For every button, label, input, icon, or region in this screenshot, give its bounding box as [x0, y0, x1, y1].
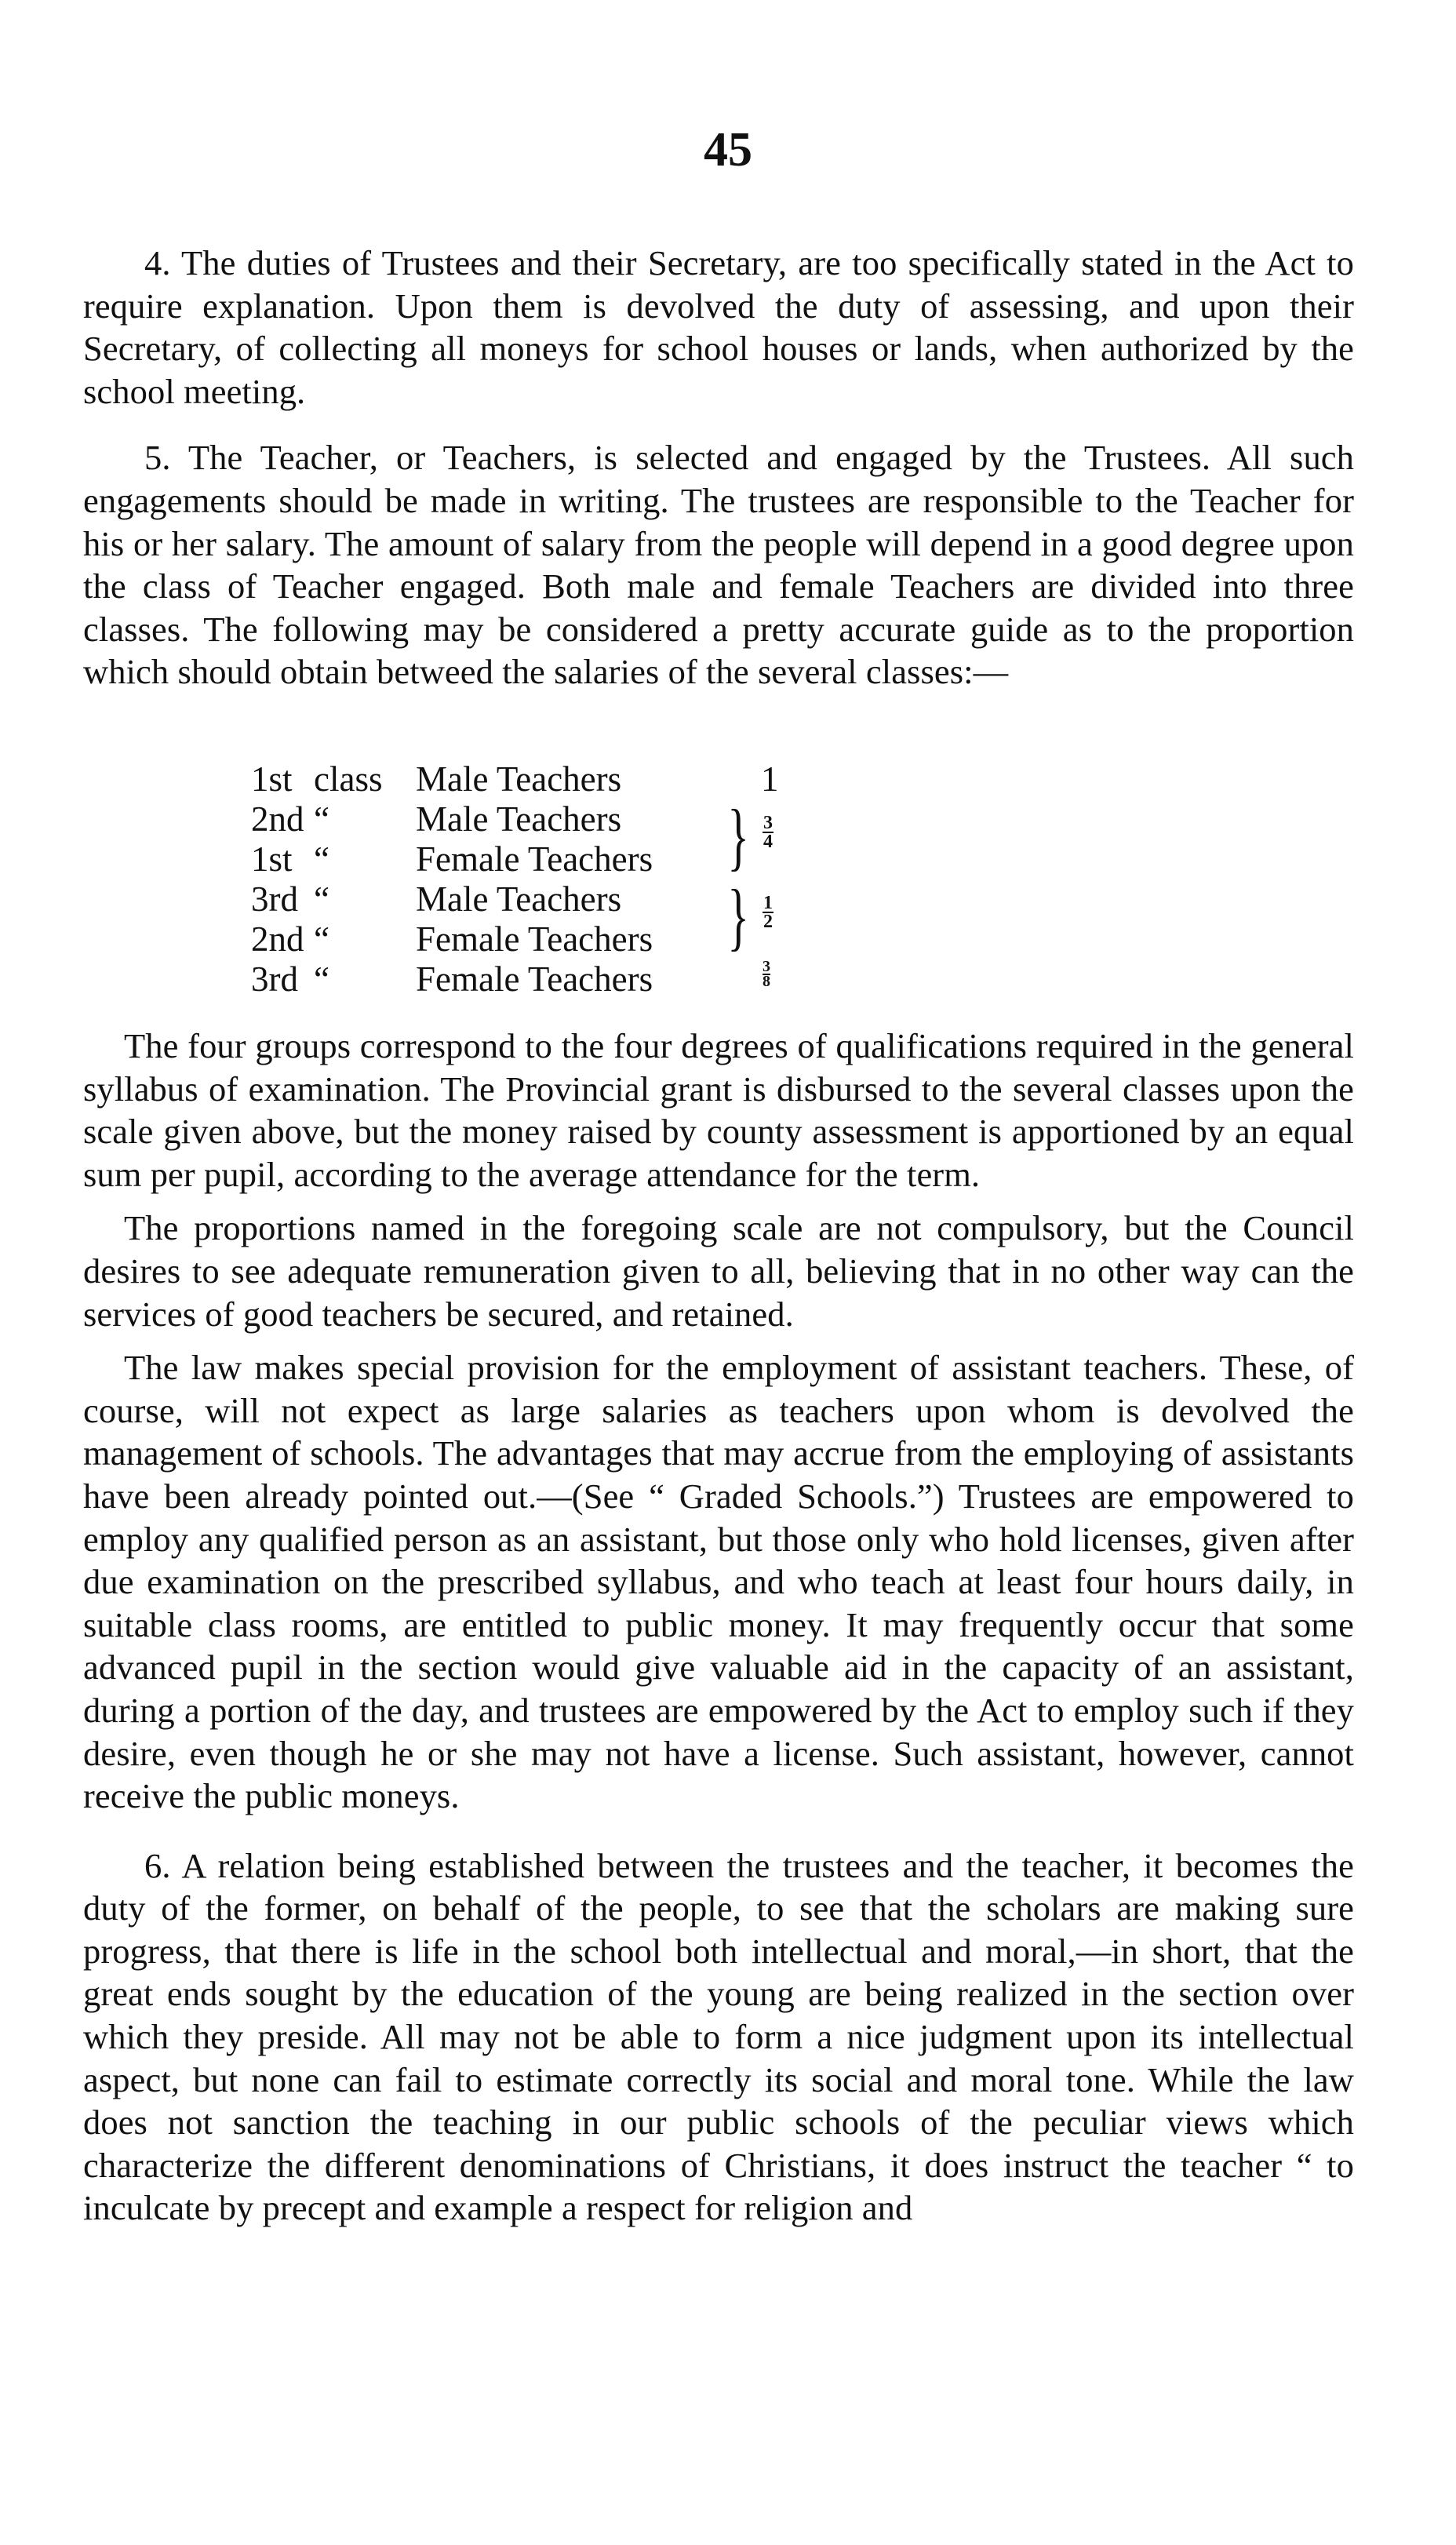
bottom-text-block: [83, 1025, 1354, 2230]
page-number: 45: [704, 123, 752, 177]
scale-fraction: 1 2: [763, 893, 773, 932]
scale-value: 1: [761, 759, 779, 799]
paragraph-5: 5. The Teacher, or Teachers, is selected and engaged by the Trustees. All such engagements should be made in writing. The trustees are responsible to the Teacher for his or her salary. The amount of salary from the people will depend in a good degree upon the class of Teacher engaged. Both male and female Teachers are divided into three classes. The following may be considered a pretty accurate guide as to the proportion which should obtain betweed the salaries of the several classes:—: [83, 438, 1354, 692]
paragraph-proportions: The proportions named in the foregoing scale are not compulsory, but the Council desires to see adequate remuneration given to all, believing that in no other way can the services of good teachers be secured, and retained.: [83, 1208, 1354, 1334]
scale-fraction: 3 8: [763, 958, 770, 990]
brace-mark: }: [727, 794, 749, 878]
paragraph-groups: The four groups correspond to the four degrees of qualifications required in the general syllabus of examination. The Provincial grant is disbursed to the several classes upon the scale given above, but the money raised by county assessment is apportioned by an equal sum per pupil, according to the average attendance for the term.: [83, 1026, 1354, 1194]
top-text-block: [83, 242, 1354, 694]
document-page: 45 4. The duties of Trustees and their Secretary, are too specifically stated in the Act to require explanation. Upon them is devolved the duty of assessing, and upon their Secretary, of collecting all moneys for school houses or lands, when authorized by the school meeting. 5. The Teacher, or Teachers, is selected and engaged by the Trustees. All such engagements should be made in writing. The trustees are responsible to the Teacher for his or her salary. The amount of salary from the people will depend in a good degree upon the class of Teacher engaged. Both male and female Teachers are divided into three classes. The following may be considered a pretty accurate guide as to the proportion which should obtain betweed the salaries of the several classes:— 1st class Male Teachers 1 2nd “ Male Teachers 1st “ Female Teachers 3rd “ Male Teachers 2nd “ Female Teachers 3rd “ Female Teachers } 3 4 } 1 2 3 8 The four groups correspond to the four degrees of qualifications required in the general syllabus of examination. The Provincial grant is disbursed to the several classes upon the scale given above, but the money raised by county assessment is apportioned by an equal sum per pupil, according to the average attendance for the term. The proportions named in the foregoing scale are not compulsory, but the Council desires to see adequate remuneration given to all, believing that in no other way can the services of good teachers be secured, and retained. The law makes special provision for the employment of assistant teachers. These, of course, will not expect as large salaries as teachers upon whom is devolved the management of schools. The advantages that may accrue from the employing of assistants have been already pointed out.—(See “ Graded Schools.”) Trustees are empowered to employ any qualified person as an assistant, but those only who hold licenses, given after due examination on the prescribed syllabus, and who teach at least four hours daily, in suitable class rooms, are entitled to public money. It may frequently occur that some advanced pupil in the section would give valuable aid in the capacity of an assistant, during a portion of the day, and trustees are empowered by the Act to employ such if they desire, even though he or she may not have a license. Such assistant, however, cannot receive the public moneys. 6. A relation being established between the trustees and the teacher, it becomes the duty of the former, on behalf of the people, to see that the scholars are making sure progress, that there is life in the school both intellectual and moral,—in short, that the great ends sought by the education of the young are being realized in the section over which they preside. All may not be able to form a nice judgment upon its intellectual aspect, but none can fail to estimate correctly its social and moral tone. While the law does not sanction the teaching in our public schools of the peculiar views which characterize the different denominations of Christians, it does instruct the teacher “ to inculcate by precept and example a respect for religion and: [0, 0, 1456, 2545]
brace-mark: }: [727, 874, 749, 958]
paragraph-6: 6. A relation being established between the trustees and the teacher, it becomes the duty of the former, on behalf of the people, to see that the scholars are making sure progress, that there is life in the school both intellectual and moral,—in short, that the great ends sought by the education of the young are being realized in the section over which they preside. All may not be able to form a nice judgment upon its intellectual aspect, but none can fail to estimate correctly its social and moral tone. While the law does not sanction the teaching in our public schools of the peculiar views which characterize the different denominations of Christians, it does instruct the teacher “ to inculcate by precept and example a respect for religion and: [83, 1845, 1354, 2228]
paragraph-4: 4. The duties of Trustees and their Secretary, are too specifically stated in the Act to require explanation. Upon them is devolved the duty of assessing, and upon their Secretary, of collecting all moneys for school houses or lands, when authorized by the school meeting.: [83, 243, 1354, 411]
paragraph-assistants: The law makes special provision for the employment of assistant teachers. These, of course, will not expect as large salaries as teachers upon whom is devolved the management of schools. The advantages that may accrue from the employing of assistants have been already pointed out.—(See “ Graded Schools.”) Trustees are empowered to employ any qualified person as an assistant, but those only who hold licenses, given after due examination on the prescribed syllabus, and who teach at least four hours daily, in suitable class rooms, are entitled to public money. It may frequently occur that some advanced pupil in the section would give valuable aid in the capacity of an assistant, during a portion of the day, and trustees are empowered by the Act to employ such if they desire, even though he or she may not have a license. Such assistant, however, cannot receive the public moneys.: [83, 1348, 1354, 1816]
scale-fraction: 3 4: [763, 813, 773, 852]
